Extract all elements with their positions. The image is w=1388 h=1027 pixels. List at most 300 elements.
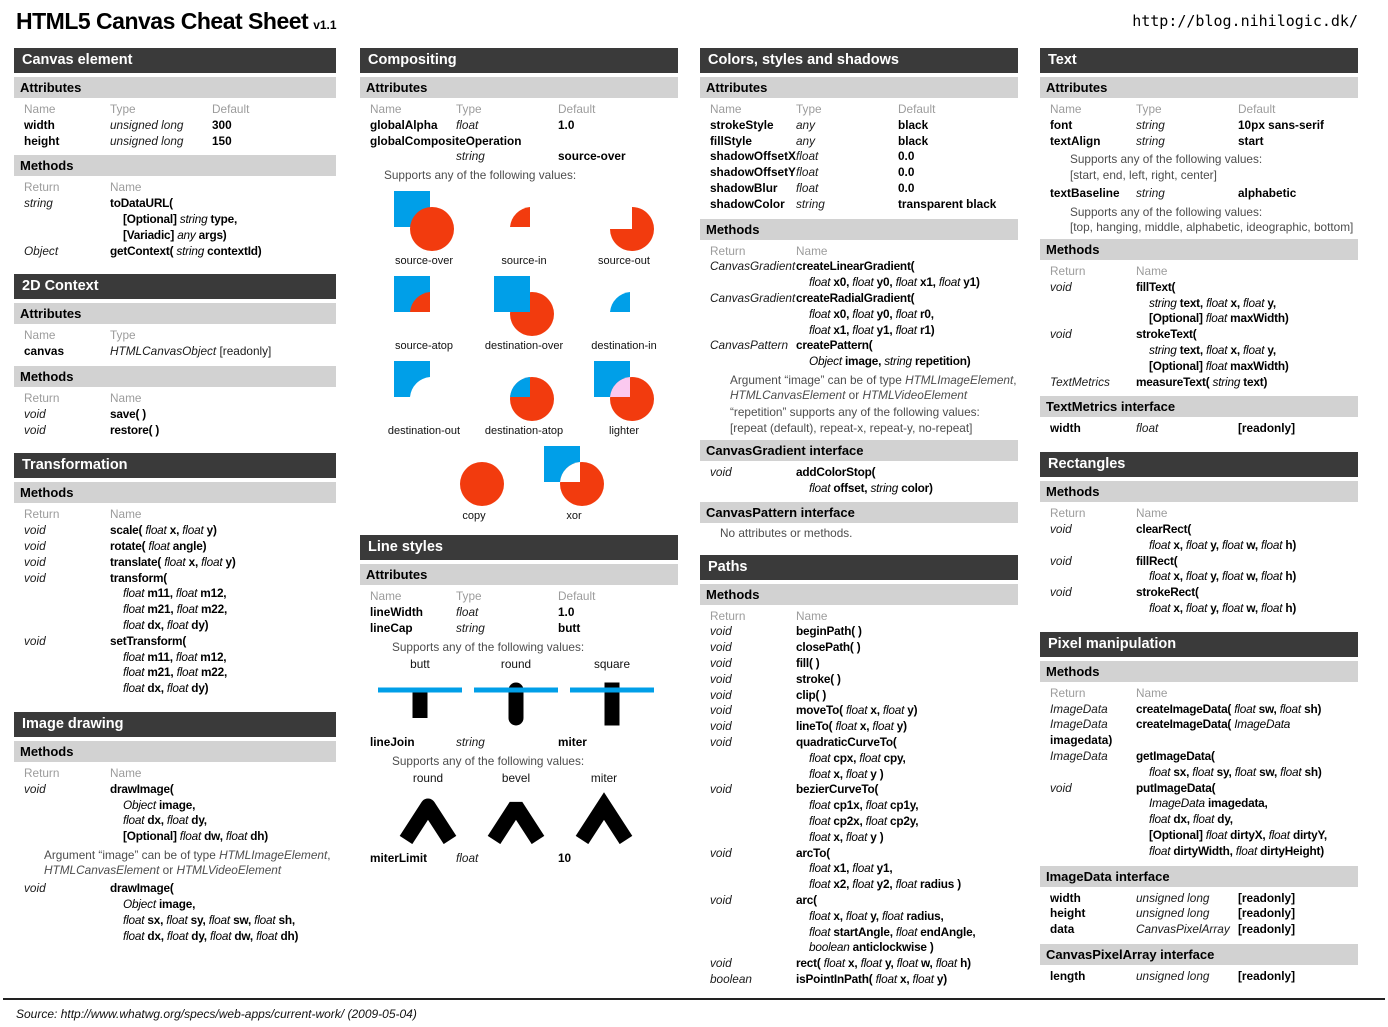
column-header: Name [370,102,402,116]
attr-type: string [456,734,485,749]
attribute-row [1040,922,1358,938]
attr-type: unsigned long [1136,890,1210,905]
method-row [14,423,336,439]
attr-name: shadowColor [710,196,785,211]
method-row [1040,781,1358,860]
composite-label: source-over [394,255,454,268]
table-head [14,328,336,344]
composite-tile-destination-out [374,359,474,437]
table-head [360,102,678,118]
attr-default: 10px sans-serif [1238,117,1324,132]
column-2 [360,48,678,1003]
subsection-textmetrics-interface: TextMetrics interface [1040,396,1358,417]
subsection-methods: Methods [1040,661,1358,682]
method-return: void [24,523,46,538]
subsection-attributes: Attributes [14,303,336,324]
method-signature: addColorStop( float offset, string color) [796,464,933,495]
method-signature: scale( float x, float y) [110,523,217,538]
method-signature: moveTo( float x, float y) [796,703,918,718]
column-header: Return [710,608,746,623]
method-signature: restore( ) [110,422,160,437]
method-signature: getImageData( float sx, float sy, float sw, float sh) [1136,748,1322,779]
method-row [14,196,336,243]
method-return: void [1050,585,1072,600]
attr-default: 10 [558,850,572,865]
column-3 [700,48,1018,1003]
method-row [700,782,1018,845]
method-return: void [24,881,46,896]
method-return: string [24,196,53,211]
attr-name: lineJoin [370,734,415,749]
method-signature: quadraticCurveTo( float cpx, float cpy, float x, float y ) [796,734,906,781]
linejoin-bevel [482,771,550,844]
composite-label: destination-atop [484,425,564,438]
attribute-row [700,197,1018,213]
attr-type: any [796,133,816,148]
method-row [14,634,336,697]
attr-name: shadowOffsetX [710,149,796,164]
destination-over-demo [492,274,556,338]
column-header: Name [110,180,142,195]
method-row [14,539,336,555]
method-signature: stroke( ) [796,671,841,686]
column-header: Name [1050,102,1082,116]
note: No attributes or methods. [720,526,853,541]
method-row [14,571,336,634]
subsection-attributes: Attributes [360,564,678,585]
source-out-demo [592,189,656,253]
section-pixel-manipulation [1040,632,1358,987]
attr-name: width [1050,421,1081,436]
table-head [14,102,336,118]
attr-name: canvas [24,344,65,359]
section-title: Transformation [14,453,336,478]
column-header: Return [24,180,60,195]
attr-default: 0.0 [898,180,915,195]
section-title: Paths [700,555,1018,580]
method-return: void [710,719,732,734]
section-line-styles [360,535,678,868]
method-row [1040,375,1358,391]
attr-type: string [1136,117,1165,132]
method-return: void [1050,780,1072,795]
method-return: void [24,781,46,796]
attr-default: 150 [212,133,232,148]
subsection-methods: Methods [14,482,336,503]
composite-tile-xor [524,444,624,522]
method-return: void [710,956,732,971]
section-title: Text [1040,48,1358,73]
column-header: Default [558,589,596,604]
column-header: Return [24,765,60,780]
attr-default: [readonly] [1238,890,1296,905]
method-row [14,555,336,571]
method-return: void [1050,553,1072,568]
attribute-row [360,735,678,751]
method-row [1040,280,1358,327]
column-header: Type [456,102,482,116]
method-signature: createImageData( float sw, float sh) [1136,701,1322,716]
attr-default: black [898,117,929,132]
attributes-table [1040,890,1358,940]
column-header: Return [1050,506,1086,521]
subsection-methods: Methods [700,584,1018,605]
page-title: HTML5 Canvas Cheat Sheet [16,8,309,34]
subsection-attributes: Attributes [360,77,678,98]
method-signature: save( ) [110,406,146,421]
attribute-row [360,605,678,621]
composite-label: source-out [598,255,650,268]
destination-in-demo [592,274,656,338]
subsection-canvaspattern-interface: CanvasPattern interface [700,502,1018,523]
method-row [700,672,1018,688]
attribute-row [1040,421,1358,437]
method-row [14,407,336,423]
table-head [360,589,678,605]
attribute-row [360,621,678,637]
linejoin-bevel-demo [482,786,550,844]
source-note: Source: http://www.whatwg.org/specs/web-apps/current-work/ (2009-05-04) [16,1007,417,1021]
lighter-demo [592,359,656,423]
attribute-row [1040,969,1358,985]
composite-label: destination-in [591,340,657,353]
method-row [1040,749,1358,781]
method-signature: drawImage( Object image, float sx, float sy, float sw, float sh, float dx, float dy, float dw, float dh) [110,881,299,943]
method-return: void [710,640,732,655]
composite-tile-source-atop [374,274,474,352]
attr-type: string [1136,185,1165,200]
composite-tile-copy [424,444,524,522]
composite-tile-source-out [574,189,674,267]
attr-type: unsigned long [110,133,184,148]
column-header: Name [24,102,56,116]
method-return: void [710,845,732,860]
linejoin-round [394,771,462,844]
attr-default: [readonly] [1238,922,1296,937]
attr-default: 1.0 [558,117,575,132]
column-header: Default [212,102,250,116]
method-return: void [24,554,46,569]
method-signature: lineTo( float x, float y) [796,719,907,734]
method-row [14,244,336,260]
subsection-imagedata-interface: ImageData interface [1040,866,1358,887]
method-signature: toDataURL( [Optional] string type, [Variadic] any args) [110,196,238,242]
attr-type: string [456,620,485,635]
linecap-square-demo [568,672,656,728]
attribute-row [360,149,678,165]
attributes-table [1040,420,1358,439]
composite-label: lighter [609,425,639,438]
method-row [14,782,336,845]
attr-type: unsigned long [1136,906,1210,921]
table-head [14,391,336,407]
subsection-methods: Methods [700,219,1018,240]
attr-name: textBaseline [1050,185,1120,200]
attr-default: alphabetic [1238,185,1297,200]
method-row [1040,327,1358,374]
subsection-methods: Methods [1040,239,1358,260]
method-return: CanvasPattern [710,338,789,353]
method-return: void [24,570,46,585]
attribute-row [1040,891,1358,907]
table-head [1040,264,1358,280]
linejoin-miter-demo [570,786,638,844]
method-row [700,465,1018,497]
section-title: Line styles [360,535,678,560]
value-label: round [412,770,444,785]
column-header: Return [710,243,746,258]
method-signature: clearRect( float x, float y, float w, float h) [1136,521,1297,552]
methods-table [1040,685,1358,862]
method-signature: setTransform( float m11, float m12, float m21, float m22, float dx, float dy) [110,633,228,696]
linejoin-miter [570,771,638,844]
attribute-row [700,165,1018,181]
column-header: Default [898,102,936,116]
linecap-round [472,657,560,728]
methods-table [14,390,336,440]
column-header: Name [110,507,142,522]
destination-out-demo [392,359,456,423]
method-signature: strokeText( string text, float x, float y, [Optional] float maxWidth) [1136,327,1289,373]
destination-atop-demo [492,359,556,423]
column-header: Name [24,328,56,343]
section-title: 2D Context [14,274,336,299]
attr-name: globalAlpha [370,117,438,132]
attribute-row [700,149,1018,165]
section-colors-styles-and-shadows [700,48,1018,542]
section-2d-context [14,274,336,440]
subsection-attributes: Attributes [700,77,1018,98]
method-signature: bezierCurveTo( float cp1x, float cp1y, float cp2x, float cp2y, float x, float y ) [796,782,919,844]
source-in-demo [492,189,556,253]
attr-default: 300 [212,117,232,132]
attr-name: fillStyle [710,133,752,148]
attr-type: string [796,196,825,211]
method-return: CanvasGradient [710,259,796,274]
subsection-methods: Methods [14,741,336,762]
method-row [14,523,336,539]
attribute-row [14,344,336,360]
method-row [700,972,1018,988]
linejoin-round-demo [394,786,462,844]
method-return: void [1050,327,1072,342]
method-row [1040,733,1358,749]
value-label: square [593,656,631,671]
composite-label: source-in [501,255,547,268]
composite-label: copy [462,510,486,523]
attr-default: butt [558,620,581,635]
section-canvas-element [14,48,336,261]
page-footer [0,998,1388,1021]
attr-type: float [456,850,479,865]
section-compositing [360,48,678,522]
methods-table [14,179,336,261]
attr-name: strokeStyle [710,117,774,132]
column-header: Type [110,102,136,116]
attributes-table [360,588,678,638]
composite-tile-destination-atop [474,359,574,437]
attr-default: 0.0 [898,165,915,180]
linecap-butt-demo [376,672,464,728]
value-label: miter [590,770,618,785]
attr-type: unsigned long [1136,968,1210,983]
method-return: Object [24,243,59,258]
column-header: Default [558,102,596,116]
column-header: Name [796,243,828,258]
method-return: void [24,538,46,553]
attr-name: width [1050,890,1081,905]
method-row [700,291,1018,338]
attr-type: float [796,165,819,180]
attributes-table [1040,185,1358,204]
attr-default: [readonly] [1238,906,1296,921]
linejoin-examples [394,771,678,844]
note: Supports any of the following values: [top, hanging, middle, alphabetic, ideographic, bottom] [1070,204,1354,234]
method-signature: closePath( ) [796,640,861,655]
attr-name: lineCap [370,620,413,635]
attr-name [370,149,456,165]
attr-type: string [456,149,485,164]
composite-tile-destination-in [574,274,674,352]
attr-default: 1.0 [558,605,575,620]
method-return: void [1050,279,1072,294]
method-signature: clip( ) [796,687,827,702]
method-row [700,688,1018,704]
column-header: Name [710,102,742,116]
method-signature: getContext( string contextId) [110,243,262,258]
method-signature: createRadialGradient( float x0, float y0, float r0, float x1, float y1, float r1) [796,290,935,337]
column-header: Type [1136,102,1162,116]
method-return: void [24,422,46,437]
column-header: Type [796,102,822,116]
xor-demo [542,444,606,508]
composite-row [374,274,674,352]
column-header: Name [1136,685,1168,700]
composite-row [424,444,674,522]
method-return: void [710,782,732,797]
attr-name: miterLimit [370,850,428,865]
value-label: round [500,656,532,671]
column-1 [14,48,336,1003]
method-row [1040,702,1358,718]
composite-tile-lighter [574,359,674,437]
method-signature: measureText( string text) [1136,374,1268,389]
method-signature: rect( float x, float y, float w, float h) [796,956,971,971]
table-head [14,507,336,523]
method-signature [1136,733,1358,749]
section-rectangles [1040,452,1358,619]
attributes-table [14,101,336,151]
section-title: Colors, styles and shadows [700,48,1018,73]
method-signature: arc( float x, float y, float radius, float startAngle, float endAngle, boolean anticlockwise ) [796,892,976,955]
section-image-drawing [14,712,336,947]
column-header: Name [1136,264,1168,278]
version-label: v1.1 [313,18,337,32]
attr-name: length [1050,968,1086,983]
column-header: Return [24,507,60,522]
column-header: Name [1136,506,1168,521]
section-title: Image drawing [14,712,336,737]
column-header: Name [370,589,402,604]
section-title: Pixel manipulation [1040,632,1358,657]
method-row [14,881,336,944]
table-head [14,180,336,196]
method-row [700,259,1018,291]
method-row [700,719,1018,735]
attributes-table [14,327,336,362]
table-head [1040,102,1358,118]
subsection-methods: Methods [14,366,336,387]
column-header: Default [1238,102,1276,116]
attributes-table [1040,968,1358,987]
attr-name: width [24,117,55,132]
table-head [1040,506,1358,522]
composite-row [374,189,674,267]
method-signature: isPointInPath( float x, float y) [796,971,947,986]
method-signature: arcTo( float x1, float y1, float x2, float y2, float radius ) [796,845,961,892]
method-signature: beginPath( ) [796,624,862,639]
attributes-table [700,101,1018,215]
methods-table [14,765,336,847]
note: Supports any of the following values: [384,168,577,183]
subsection-attributes: Attributes [1040,77,1358,98]
method-return: ImageData [1050,717,1108,732]
attr-name: data [1050,922,1075,937]
attr-type: float [796,180,819,195]
column-header: Name [796,608,828,623]
linecap-butt [376,657,464,728]
method-row [1040,717,1358,733]
method-return: void [24,633,46,648]
composite-label: source-atop [394,340,454,353]
value-label: bevel [501,770,531,785]
composite-label: destination-over [484,340,564,353]
method-row [700,735,1018,782]
subsection-methods: Methods [1040,481,1358,502]
composite-tile-source-in [474,189,574,267]
page-header [16,8,1358,35]
method-row [700,846,1018,893]
section-text [1040,48,1358,439]
attribute-row [360,851,678,867]
method-row [700,624,1018,640]
attr-default: source-over [558,149,626,164]
method-signature: drawImage( Object image, float dx, float dy, [Optional] float dw, float dh) [110,781,269,844]
method-return: void [710,671,732,686]
attribute-row [700,118,1018,134]
attr-name: font [1050,117,1073,132]
source-over-demo [392,189,456,253]
attribute-row [14,118,336,134]
column-4 [1040,48,1358,1003]
attribute-row [700,134,1018,150]
methods-table [700,608,1018,990]
methods-table [700,243,1018,372]
composite-label: destination-out [387,425,461,438]
note: Supports any of the following values: [392,753,585,768]
site-url: http://blog.nihilogic.dk/ [1132,12,1358,30]
method-signature: transform( float m11, float m12, float m21, float m22, float dx, float dy) [110,570,228,632]
attr-type: float [456,605,479,620]
attr-default: start [1238,133,1264,148]
method-signature: createImageData( ImageData [1136,717,1291,732]
method-row [700,338,1018,370]
attr-default: transparent black [898,196,997,211]
attr-type: float [456,117,479,132]
attr-name: shadowBlur [710,180,778,195]
copy-demo [442,444,506,508]
table-head [700,244,1018,260]
